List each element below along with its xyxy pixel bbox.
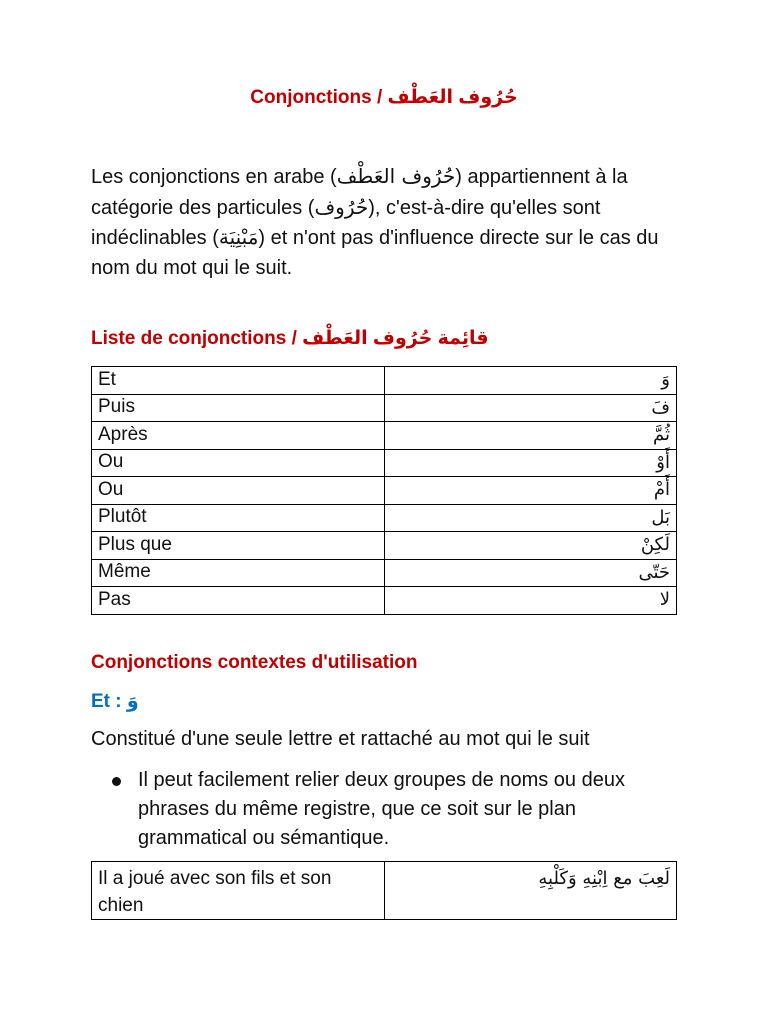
et-description: Constitué d'une seule lettre et rattaché au mot qui le suit <box>91 728 590 750</box>
intro-text-4: ) et n'ont pas d'influence directe sur le cas du nom du mot qui le suit. <box>91 227 659 279</box>
french-cell: Plutôt <box>92 504 385 532</box>
arabic-cell: ثُمَّ <box>385 422 677 450</box>
table-row <box>92 532 677 560</box>
table-row <box>92 862 677 920</box>
french-cell: Puis <box>92 394 385 422</box>
example-arabic-cell: لَعِبَ مع اِبْنِهِ وَكَلْبِهِ <box>385 862 677 920</box>
bullet-text: Il peut facilement relier deux groupes de noms ou deux phrases du même registre, que ce soit sur le plan grammatical ou sémantique. <box>138 769 625 849</box>
page-title: Conjonctions / حُرُوف العَطْف <box>250 87 518 108</box>
bullet-icon <box>112 777 121 786</box>
french-cell: Ou <box>92 449 385 477</box>
table-row <box>92 422 677 450</box>
intro-paragraph <box>91 162 681 283</box>
list-heading: Liste de conjonctions / قائِمة حُرُوف العَطْف <box>91 328 489 349</box>
french-cell: Même <box>92 559 385 587</box>
intro-arabic-3: مَبْنِيَة <box>218 225 259 249</box>
arabic-cell: وَ <box>385 367 677 395</box>
intro-arabic-2: حُرُوف <box>314 194 369 219</box>
french-cell: Plus que <box>92 532 385 560</box>
arabic-cell: لَكِنْ <box>385 532 677 560</box>
table-row <box>92 367 677 395</box>
table-row <box>92 587 677 615</box>
conjunctions-table <box>91 366 677 615</box>
example-table <box>91 861 677 920</box>
intro-text-2: ) appartiennent à la catégorie des particules ( <box>91 166 628 219</box>
arabic-cell: أَوْ <box>385 449 677 477</box>
example-french-cell: Il a joué avec son fils et son chien <box>92 862 385 920</box>
table-row <box>92 504 677 532</box>
context-heading: Conjonctions contextes d'utilisation <box>91 652 418 673</box>
arabic-cell: فَ <box>385 394 677 422</box>
french-cell: Ou <box>92 477 385 505</box>
french-cell: Et <box>92 367 385 395</box>
table-row <box>92 559 677 587</box>
arabic-cell: بَل <box>385 504 677 532</box>
french-cell: Pas <box>92 587 385 615</box>
table-row <box>92 394 677 422</box>
intro-text-3: ), c'est-à-dire qu'elles sont indéclinables ( <box>91 196 601 249</box>
intro-text-1: Les conjonctions en arabe ( <box>91 166 337 188</box>
table-row <box>92 477 677 505</box>
table-row <box>92 449 677 477</box>
french-cell: Après <box>92 422 385 450</box>
arabic-cell: أَمْ <box>385 477 677 505</box>
arabic-cell: لا <box>385 587 677 615</box>
arabic-cell: حَتّى <box>385 559 677 587</box>
intro-arabic-1: حُرُوف العَطْف <box>336 164 456 188</box>
et-heading: Et : وَ <box>91 691 139 712</box>
